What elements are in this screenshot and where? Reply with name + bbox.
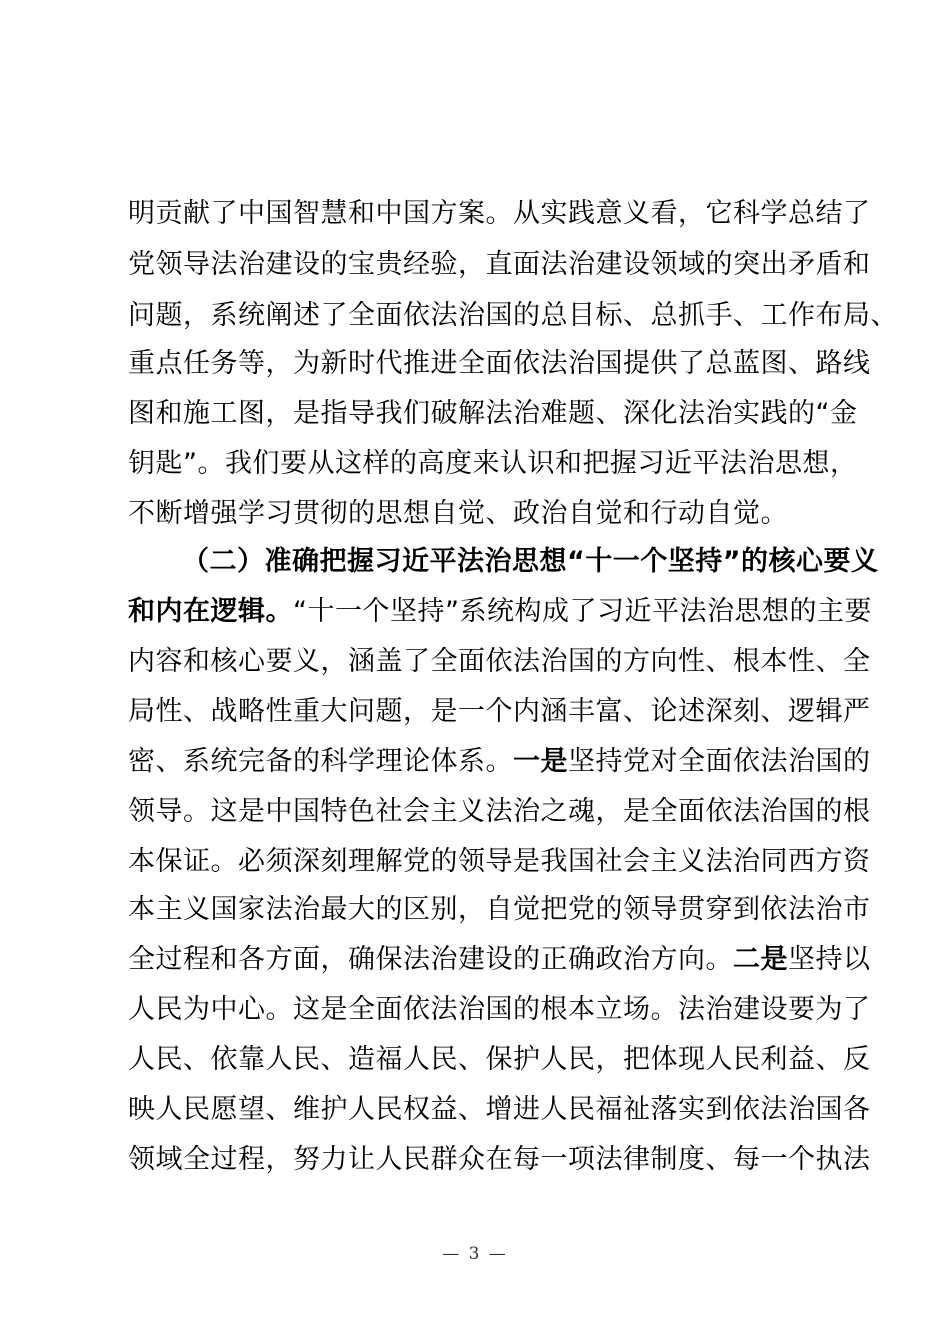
text-line	[128, 795, 871, 829]
text-line	[128, 347, 871, 381]
text-run: 本保证。必须深刻理解党的领导是我国社会主义法治同西方资	[128, 846, 871, 877]
text-run: 明贡献了中国智慧和中国方案。从实践意义看，它科学总结了	[128, 198, 871, 229]
text-run: 问题，系统阐述了全面依法治国的总目标、总抓手、工作布局、	[128, 300, 898, 331]
text-line	[128, 893, 871, 927]
text-run: 重点任务等，为新时代推进全面依法治国提供了总蓝图、路线	[128, 348, 871, 379]
page-number: — 3 —	[442, 1244, 508, 1264]
text-run: 内容和核心要义，涵盖了全面依法治国的方向性、根本性、全	[128, 646, 871, 677]
text-run: 全过程和各方面，确保法治建设的正确政治方向。	[128, 944, 733, 975]
text-run: 坚持党对全面依法治国的	[568, 746, 871, 777]
text-run: 局性、战略性重大问题，是一个内涵丰富、论述深刻、逻辑严	[128, 696, 871, 727]
text-run: 人民为中心。这是全面依法治国的根本立场。法治建设要为了	[128, 994, 871, 1025]
text-line	[128, 248, 871, 282]
text-run: “十一个坚持”系统构成了习近平法治思想的主要	[293, 596, 872, 627]
text-line	[128, 845, 871, 879]
text-line	[128, 645, 871, 679]
text-line	[128, 447, 858, 481]
text-line	[128, 993, 871, 1027]
text-run: 领域全过程，努力让人民群众在每一项法律制度、每一个执法	[128, 1144, 871, 1175]
text-run: 密、系统完备的科学理论体系。	[128, 746, 513, 777]
text-line	[128, 595, 872, 629]
text-run: 领导。这是中国特色社会主义法治之魂，是全面依法治国的根	[128, 796, 871, 827]
text-run: 党领导法治建设的宝贵经验，直面法治建设领域的突出矛盾和	[128, 249, 871, 280]
text-run: 映人民愿望、维护人民权益、增进人民福祉落实到依法治国各	[128, 1094, 871, 1125]
text-line	[128, 1043, 871, 1077]
text-run: 图和施工图，是指导我们破解法治难题、深化法治实践的“金	[128, 398, 858, 429]
text-line	[128, 497, 788, 531]
text-line	[128, 745, 871, 779]
text-line	[128, 695, 871, 729]
text-line	[128, 197, 871, 231]
section-heading-continuation: 和内在逻辑。	[128, 596, 293, 627]
text-line	[128, 943, 871, 977]
text-line	[128, 1143, 871, 1177]
text-line	[128, 1093, 871, 1127]
text-run: 坚持以	[788, 944, 871, 975]
text-line	[128, 299, 898, 333]
text-run: 钥匙”。我们要从这样的高度来认识和把握习近平法治思想，	[128, 448, 858, 479]
section-heading: （二）准确把握习近平法治思想“十一个坚持”的核心要义	[182, 546, 879, 577]
text-run: 不断增强学习贯彻的思想自觉、政治自觉和行动自觉。	[128, 498, 788, 529]
section-heading-line	[182, 545, 879, 579]
point-marker: 一是	[513, 746, 568, 777]
point-marker: 二是	[733, 944, 788, 975]
text-line	[128, 397, 858, 431]
text-run: 人民、依靠人民、造福人民、保护人民，把体现人民利益、反	[128, 1044, 871, 1075]
text-run: 本主义国家法治最大的区别，自觉把党的领导贯穿到依法治市	[128, 894, 871, 925]
